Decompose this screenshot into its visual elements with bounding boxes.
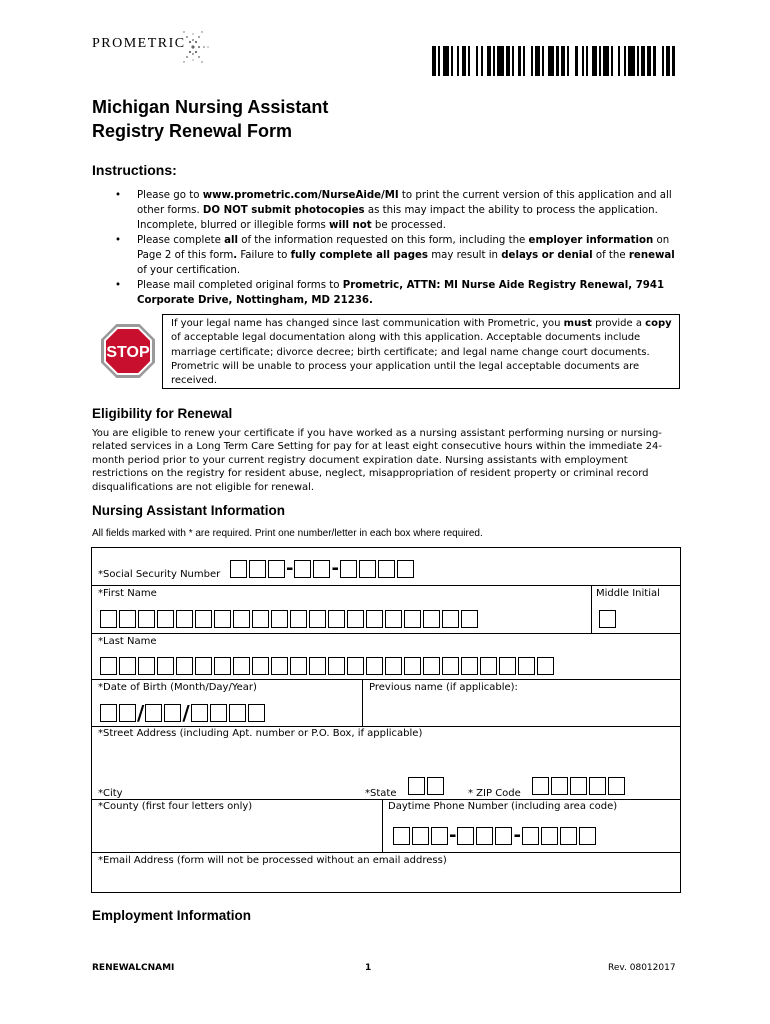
- street-address-label: *Street Address (including Apt. number or P.O. Box, if applicable): [98, 728, 423, 739]
- county-label: *County (first four letters only): [98, 801, 253, 812]
- brand-logo-text: PROMETRIC: [92, 36, 186, 51]
- barcode: [432, 46, 677, 76]
- revision: Rev. 08012017: [608, 963, 676, 973]
- page-title: Michigan Nursing Assistant Registry Renewal Form: [92, 97, 329, 141]
- city-label: *City: [98, 788, 123, 799]
- zip-input[interactable]: [532, 777, 627, 795]
- first-name-input[interactable]: [100, 610, 480, 628]
- previous-name-label: Previous name (if applicable):: [369, 682, 518, 693]
- email-label: *Email Address (form will not be processed without an email address): [98, 855, 447, 866]
- nursing-assistant-form: [91, 547, 681, 893]
- nursing-info-heading: Nursing Assistant Information: [92, 503, 286, 518]
- state-label: *State: [365, 788, 397, 799]
- ssn-input[interactable]: - -: [230, 560, 416, 578]
- instructions-list: [115, 188, 685, 308]
- dob-input[interactable]: / /: [100, 704, 267, 722]
- stop-sign-icon: [100, 323, 156, 379]
- last-name-input[interactable]: [100, 657, 556, 675]
- prometric-star-icon: [180, 26, 210, 68]
- eligibility-text: You are eligible to renew your certificate if you have worked as a nursing assistant performing nursing or nursing-related services in a Long Term Care Setting for pay for at least eight consecutive hours within the immediate 24-month period prior to your current registry document expiration date. Nursing assistants with employment restrictions on the registry for resident abuse, neglect, misappropriation of resident property or criminal record disqualifications are not eligible for renewal.: [92, 428, 662, 493]
- eligibility-heading: Eligibility for Renewal: [92, 406, 233, 421]
- instructions-heading: Instructions:: [92, 162, 177, 178]
- dob-label: *Date of Birth (Month/Day/Year): [98, 682, 257, 693]
- instruction-item-3: • Please mail completed original forms to Prometric, ATTN: MI Nurse Aide Registry Renewal, 7941 Corporate Drive, Nottingham, MD 21236.: [115, 278, 685, 308]
- first-name-label: *First Name: [98, 588, 157, 599]
- last-name-label: *Last Name: [98, 636, 157, 647]
- phone-label: Daytime Phone Number (including area code): [388, 801, 618, 812]
- instruction-item-2: • Please complete all of the information requested on this form, including the employer information on Page 2 of this form. Failure to fully complete all pages may result in delays or denial of the renewal of your certification.: [115, 233, 685, 278]
- legal-name-notice: If your legal name has changed since last communication with Prometric, you must provide a copy of acceptable legal documentation along with this application. Acceptable documents include marriage certificate; divorce decree; birth certificate; and legal name change court documents. Prometric will be unable to process your application until the legal acceptable documents are received.: [162, 314, 680, 389]
- middle-initial-input[interactable]: [599, 610, 618, 628]
- instruction-item-1: • Please go to www.prometric.com/NurseAide/MI to print the current version of this application and all other forms. DO NOT submit photocopies as this may impact the ability to process the application. Incomplete, blurred or illegible forms will not be processed.: [115, 188, 685, 233]
- website-url[interactable]: www.prometric.com/NurseAide/MI: [202, 190, 399, 201]
- ssn-label: *Social Security Number: [98, 569, 221, 580]
- required-fields-note: All fields marked with * are required. Print one number/letter in each box where required.: [92, 528, 483, 539]
- zip-label: * ZIP Code: [468, 788, 521, 799]
- state-input[interactable]: [408, 777, 446, 795]
- employment-heading: Employment Information: [92, 908, 252, 923]
- middle-initial-label: Middle Initial: [596, 588, 660, 599]
- form-code: RENEWALCNAMI: [92, 963, 175, 973]
- phone-input[interactable]: - -: [393, 827, 598, 845]
- stop-sign-text: STOP: [106, 344, 150, 361]
- page-number: 1: [365, 963, 372, 973]
